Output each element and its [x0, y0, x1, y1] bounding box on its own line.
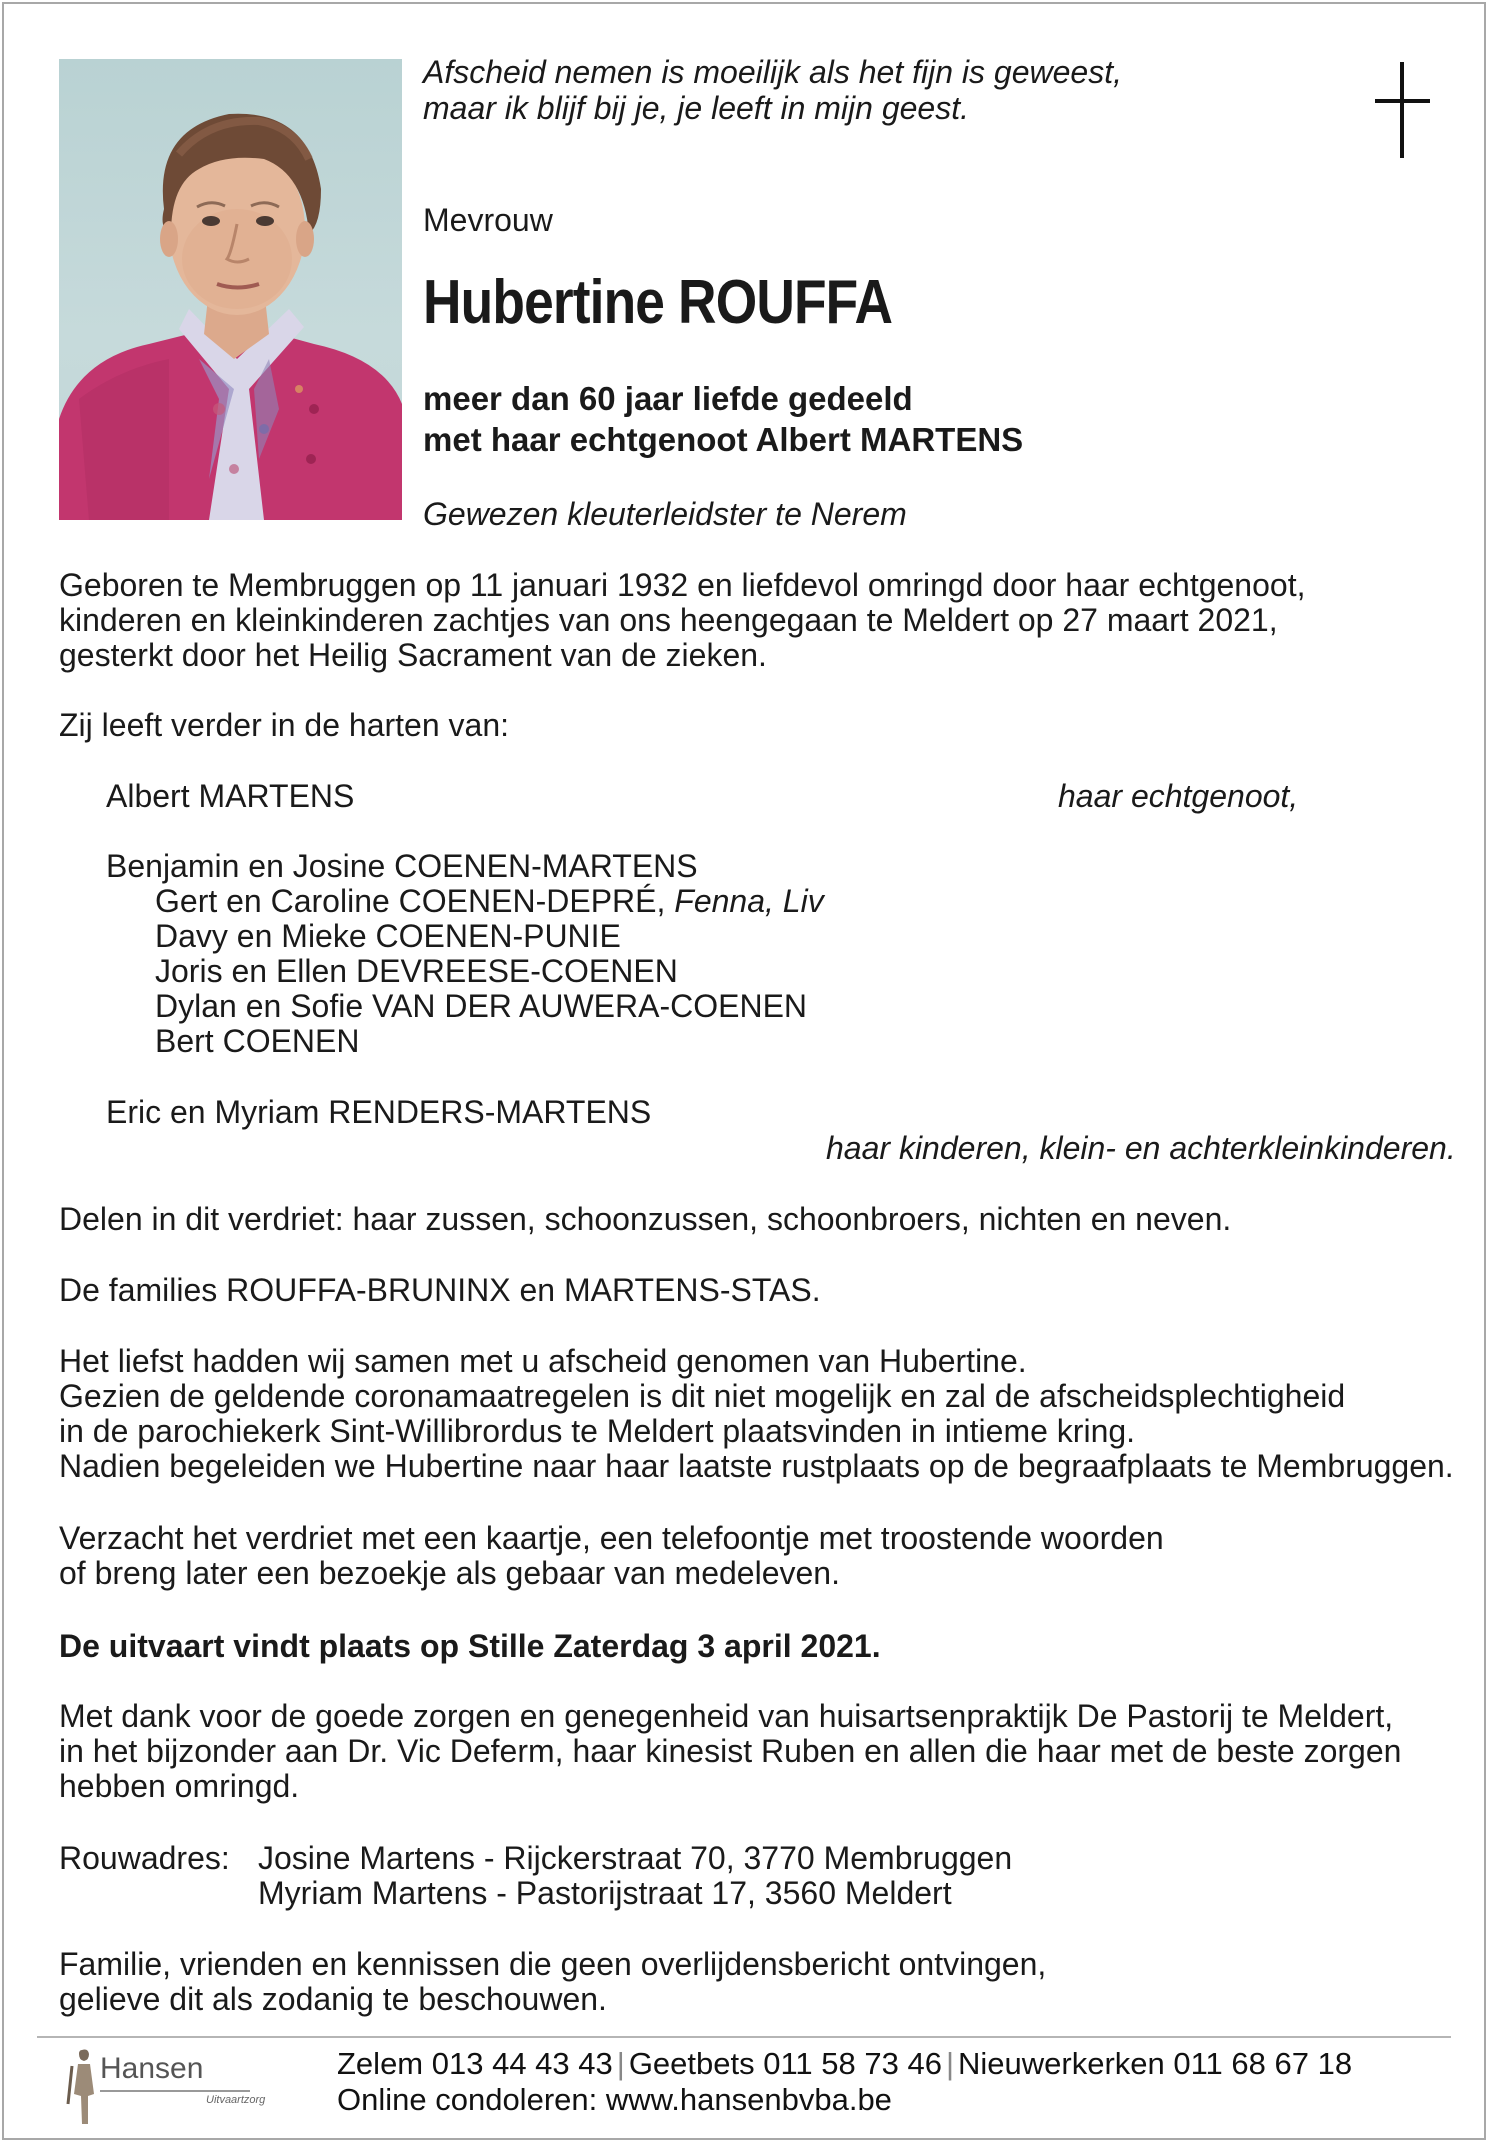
farewell-line-3: in de parochiekerk Sint-Willibrordus te Meldert plaatsvinden in intieme kring. [59, 1413, 1136, 1449]
deceased-name: Hubertine ROUFFA [423, 268, 893, 337]
address-line-1: Josine Martens - Rijckerstraat 70, 3770 Membruggen [258, 1840, 1013, 1876]
quote-line-2: maar ik blijf bij je, je leeft in mijn geest. [423, 90, 969, 126]
children-role: haar kinderen, klein- en achterkleinkinderen. [826, 1130, 1456, 1166]
logo-underline [100, 2090, 250, 2092]
farewell-line-1: Het liefst hadden wij samen met u afscheid genomen van Hubertine. [59, 1343, 1027, 1379]
office-nieuwerkerken: Nieuwerkerken 011 68 67 18 [958, 2046, 1353, 2081]
thanks-line-3: hebben omringd. [59, 1768, 300, 1804]
footer-divider [37, 2036, 1451, 2038]
cross-icon [1400, 62, 1404, 158]
separator: | [945, 2046, 954, 2081]
logo-figure-icon [64, 2044, 104, 2128]
grandchild-3: Joris en Ellen DEVREESE-COENEN [155, 953, 678, 989]
address-line-2: Myriam Martens - Pastorijstraat 17, 3560 Meldert [258, 1875, 952, 1911]
portrait-illustration [59, 59, 402, 520]
logo-sub: Uitvaartzorg [206, 2094, 266, 2106]
grandchild-1-names: Gert en Caroline COENEN-DEPRÉ, [155, 883, 666, 919]
families-text: De families ROUFFA-BRUNINX en MARTENS-STAS. [59, 1272, 821, 1308]
closing-line-2: gelieve dit als zodanig te beschouwen. [59, 1981, 607, 2017]
logo-name: Hansen [100, 2052, 204, 2085]
office-geetbets: Geetbets 011 58 73 46 [628, 2046, 942, 2081]
comfort-line-1: Verzacht het verdriet met een kaartje, een telefoontje met troostende woorden [59, 1520, 1164, 1556]
grandchild-1 [155, 884, 824, 919]
footer-online[interactable]: Online condoleren: www.hansenbvba.be [337, 2082, 892, 2117]
separator: | [616, 2046, 625, 2081]
love-line-2: met haar echtgenoot Albert MARTENS [423, 421, 1024, 458]
address-label: Rouwadres: [59, 1840, 230, 1876]
intro-line-3: gesterkt door het Heilig Sacrament van de zieken. [59, 637, 767, 673]
spouse-role: haar echtgenoot, [1058, 778, 1299, 814]
funeral-notice: De uitvaart vindt plaats op Stille Zaterdag 3 april 2021. [59, 1628, 881, 1664]
grandchild-2: Davy en Mieke COENEN-PUNIE [155, 918, 621, 954]
comfort-line-2: of breng later een bezoekje als gebaar van medeleven. [59, 1555, 840, 1591]
child-1: Benjamin en Josine COENEN-MARTENS [106, 848, 698, 884]
sharing-text: Delen in dit verdriet: haar zussen, schoonzussen, schoonbroers, nichten en neven. [59, 1201, 1232, 1237]
footer-offices [337, 2046, 1352, 2081]
intro-line-1: Geboren te Membruggen op 11 januari 1932 en liefdevol omringd door haar echtgenoot, [59, 567, 1306, 603]
office-zelem: Zelem 013 44 43 43 [337, 2046, 613, 2081]
title-prefix: Mevrouw [423, 202, 553, 238]
grandchild-4: Dylan en Sofie VAN DER AUWERA-COENEN [155, 988, 808, 1024]
hansen-logo [64, 2044, 284, 2128]
grandchild-5: Bert COENEN [155, 1023, 360, 1059]
closing-line-1: Familie, vrienden en kennissen die geen overlijdensbericht ontvingen, [59, 1946, 1047, 1982]
grandchild-1-children: Fenna, Liv [674, 883, 824, 919]
farewell-line-4: Nadien begeleiden we Hubertine naar haar laatste rustplaats op de begraafplaats te Membruggen. [59, 1448, 1454, 1484]
survivors-heading: Zij leeft verder in de harten van: [59, 707, 510, 743]
farewell-line-2: Gezien de geldende coronamaatregelen is dit niet mogelijk en zal de afscheidsplechtigheid [59, 1378, 1346, 1414]
spouse-name: Albert MARTENS [106, 778, 355, 814]
occupation: Gewezen kleuterleidster te Nerem [423, 496, 907, 532]
cross-icon-bar [1375, 99, 1430, 103]
quote-line-1: Afscheid nemen is moeilijk als het fijn is geweest, [423, 54, 1122, 90]
intro-line-2: kinderen en kleinkinderen zachtjes van ons heengegaan te Meldert op 27 maart 2021, [59, 602, 1278, 638]
portrait-photo [59, 59, 402, 520]
child-2: Eric en Myriam RENDERS-MARTENS [106, 1094, 652, 1130]
thanks-line-1: Met dank voor de goede zorgen en genegenheid van huisartsenpraktijk De Pastorij te Meldert, [59, 1698, 1394, 1734]
love-line-1: meer dan 60 jaar liefde gedeeld [423, 380, 913, 417]
thanks-line-2: in het bijzonder aan Dr. Vic Deferm, haar kinesist Ruben en allen die haar met de beste zorgen [59, 1733, 1402, 1769]
